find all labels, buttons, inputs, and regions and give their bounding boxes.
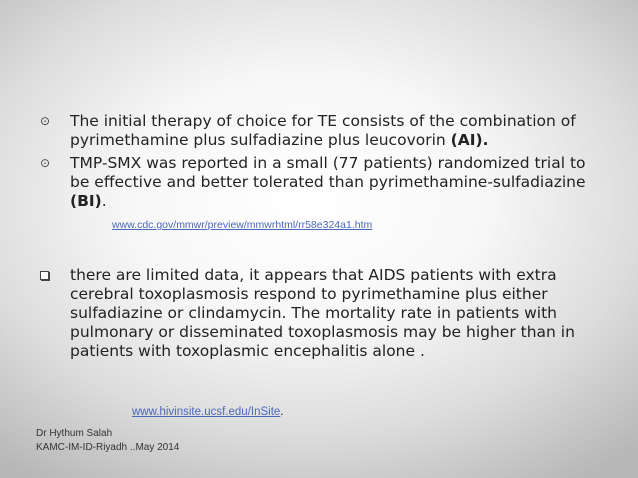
bullet-text-plain: TMP-SMX was reported in a small (77 patients) randomized trial to be effective and better tolerated than pyrimethamine-sulfadiazine xyxy=(70,154,586,191)
bullet-text: there are limited data, it appears that AIDS patients with extra cerebral toxoplasmosis respond to pyrimethamine plus either sulfadiazine or clindamycin. The mortality rate in patients with pulmonary or disseminated toxoplasmosis may be higher than in patients with toxoplasmic encephalitis alone . xyxy=(70,266,575,360)
bullet-text-after: . xyxy=(101,192,107,210)
bullet-text-plain: The initial therapy of choice for TE consists of the combination of pyrimethamine plus sulfadiazine plus leucovorin xyxy=(70,112,576,149)
bullet-item-initial-therapy xyxy=(40,112,600,150)
bullet-text xyxy=(70,154,600,211)
evidence-rating: (BI) xyxy=(70,192,102,210)
target-bullet-icon: ⊙ xyxy=(40,156,51,170)
slide-footer xyxy=(36,427,179,455)
evidence-rating: (AI). xyxy=(450,131,489,149)
bullet-text xyxy=(70,112,600,150)
cdc-link[interactable]: www.cdc.gov/mmwr/preview/mmwrhtml/rr58e324a1.htm xyxy=(112,219,373,231)
hivinsite-link-row xyxy=(132,404,284,418)
square-bullet-icon xyxy=(40,266,70,287)
footer-author: Dr Hythum Salah xyxy=(36,428,113,439)
bullet-item-tmp-smx xyxy=(40,154,600,211)
footer-affiliation-date: KAMC-IM-ID-Riyadh ..May 2014 xyxy=(36,442,180,453)
bullet-item-limited-data xyxy=(40,266,600,361)
link-suffix: . xyxy=(280,406,284,418)
target-bullet-icon: ⊙ xyxy=(40,114,51,128)
hivinsite-link[interactable]: www.hivinsite.ucsf.edu/InSite xyxy=(132,406,281,418)
